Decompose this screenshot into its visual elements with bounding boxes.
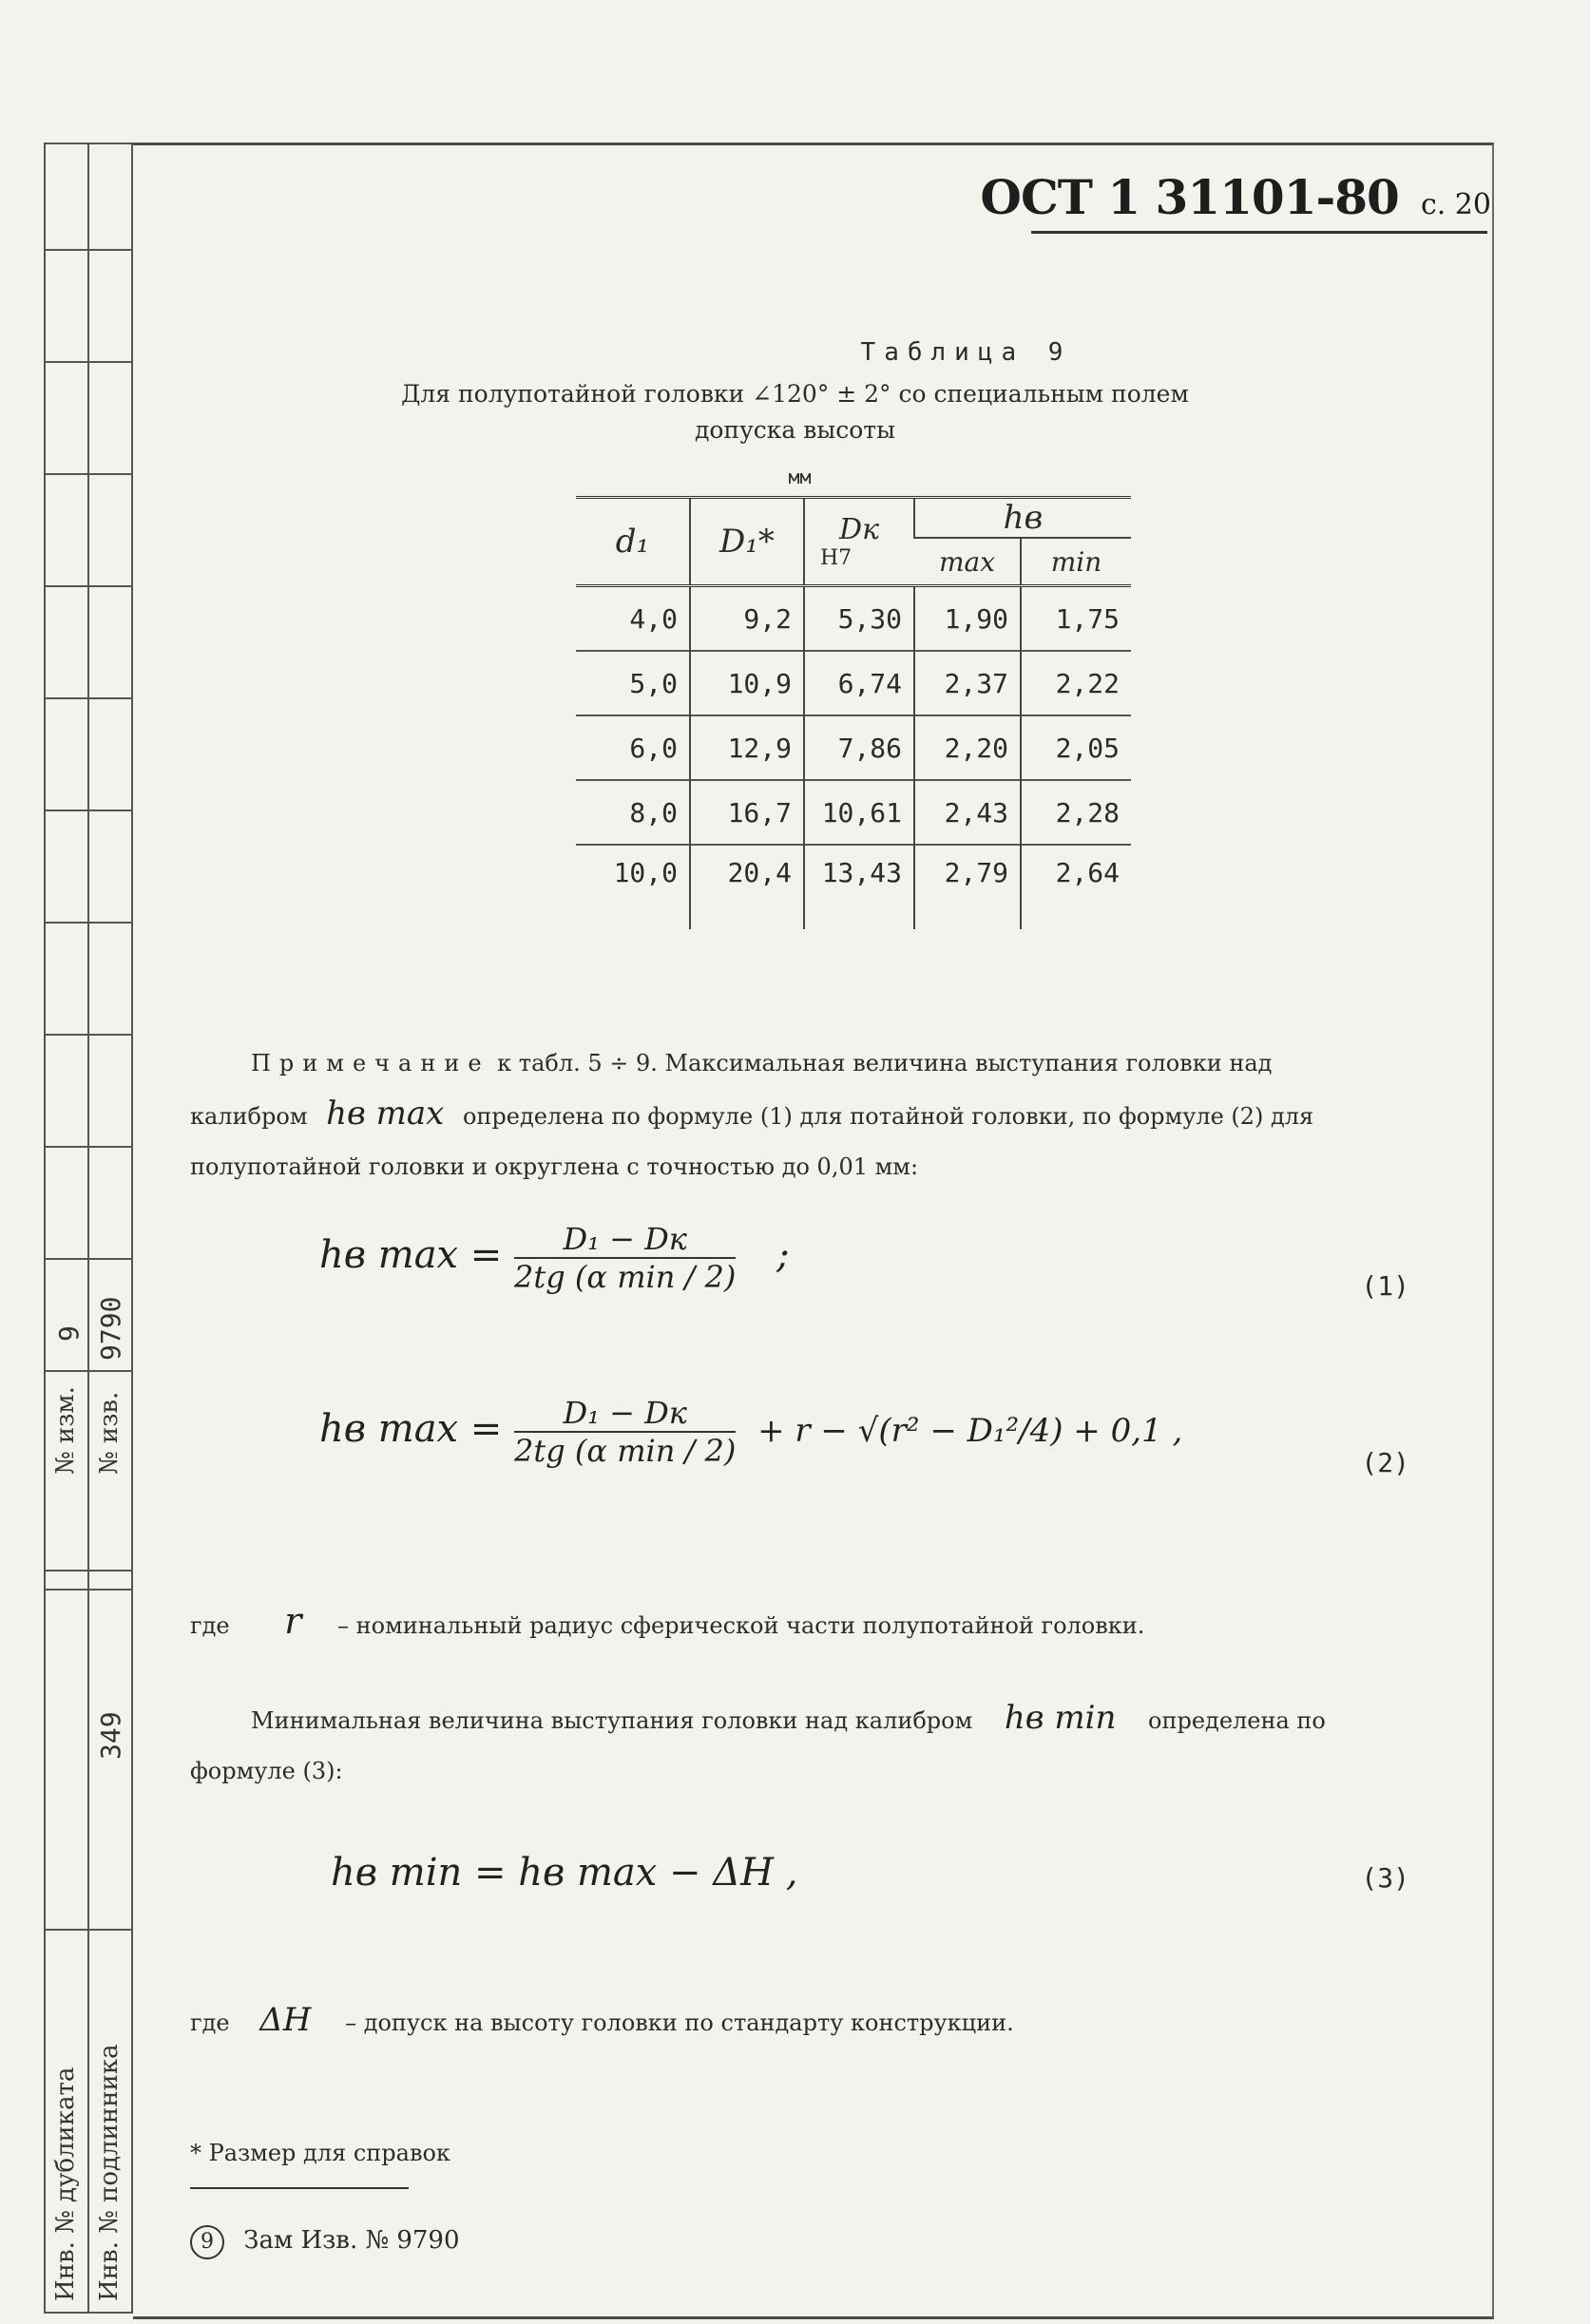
standard-code: ОСТ 1 31101-80 xyxy=(980,169,1399,225)
strip-row-line xyxy=(46,1589,131,1591)
cell-hb-max: 1,90 xyxy=(914,586,1021,652)
formula-2-lhs: hв max = xyxy=(319,1407,503,1451)
cell-hb-max: 2,20 xyxy=(914,715,1021,780)
min-paragraph xyxy=(190,1693,1426,1797)
cell-hb-min: 2,64 xyxy=(1021,845,1131,929)
formula-1-tail: ; xyxy=(776,1233,790,1277)
cell-Dk: 7,86 xyxy=(804,715,914,780)
header-min: min xyxy=(1021,538,1131,586)
formula-2 xyxy=(319,1395,1182,1469)
strip-row-line xyxy=(46,697,131,699)
strip-row-line xyxy=(46,1570,131,1572)
formula-3: hв min = hв max − ΔH , xyxy=(331,1851,798,1895)
dimensions-table xyxy=(576,496,1131,929)
table-unit: мм xyxy=(788,466,812,488)
hb-max-symbol: hв max xyxy=(326,1095,445,1133)
strip-row-line xyxy=(46,1929,131,1931)
hb-min-symbol: hв min xyxy=(1004,1699,1117,1737)
note-line-1 xyxy=(190,1038,1426,1089)
strip-row-line xyxy=(46,249,131,251)
cell-hb-max: 2,43 xyxy=(914,780,1021,845)
cell-d1: 5,0 xyxy=(629,667,678,699)
formula-1-fraction xyxy=(514,1221,736,1295)
where-dh-prefix: где xyxy=(190,2010,230,2036)
revision-mark xyxy=(190,2216,1426,2266)
sidebar-izm-label: № изм. xyxy=(51,1386,80,1475)
note-label: Примечание xyxy=(251,1050,490,1076)
formula-1-number: (1) xyxy=(1361,1270,1409,1302)
min-line1-end: определена по xyxy=(1148,1707,1326,1734)
formula-1-denominator: 2tg (α min / 2) xyxy=(514,1259,737,1295)
cell-d1: 8,0 xyxy=(629,796,678,829)
footnote-divider xyxy=(190,2187,409,2189)
where-r-line xyxy=(190,1596,1426,1651)
cell-Dk: 10,61 xyxy=(804,780,914,845)
revision-text: Зам Изв. № 9790 xyxy=(243,2226,460,2255)
table-row xyxy=(576,651,1131,715)
delta-h-symbol: ΔH xyxy=(259,2001,312,2039)
formula-3-number: (3) xyxy=(1361,1862,1409,1894)
table-subtitle-line2: допуска высоты xyxy=(694,416,896,444)
table-row xyxy=(576,780,1131,845)
cell-D1: 9,2 xyxy=(690,586,804,652)
formula-2-tail: + r − √(r² − D₁²/4) + 0,1 , xyxy=(757,1412,1183,1450)
header-hb: hв xyxy=(914,498,1131,539)
page-number: с. 20 xyxy=(1420,188,1491,221)
cell-hb-min: 2,28 xyxy=(1021,780,1131,845)
header-underline xyxy=(1031,231,1487,234)
strip-row-line xyxy=(46,1258,131,1260)
cell-D1: 20,4 xyxy=(690,845,804,929)
strip-row-line xyxy=(46,1146,131,1148)
min-line-1 xyxy=(190,1693,1426,1746)
r-symbol: r xyxy=(284,1600,302,1642)
strip-row-line xyxy=(46,922,131,924)
cell-Dk: 13,43 xyxy=(804,845,914,929)
cell-d1: 10,0 xyxy=(613,857,678,888)
where-dh-text: – допуск на высоту головки по стандарту конструкции. xyxy=(345,2010,1014,2036)
formula-2-numerator: D₁ − Dк xyxy=(514,1395,736,1433)
cell-d1: 6,0 xyxy=(629,732,678,764)
revision-number-circle: 9 xyxy=(190,2225,224,2259)
header-Dk-fit: H7 xyxy=(820,546,852,570)
strip-row-line xyxy=(46,1034,131,1036)
formula-1 xyxy=(319,1221,790,1295)
table-row xyxy=(576,845,1131,929)
note-line2-end: определена по формуле (1) для потайной головки, по формуле (2) для xyxy=(462,1103,1314,1130)
footnote: * Размер для справок xyxy=(190,2140,450,2166)
strip-row-line xyxy=(46,585,131,587)
note-line2-start: калибром xyxy=(190,1103,308,1130)
header-d1: d₁ xyxy=(576,498,690,586)
note-paragraph xyxy=(190,1038,1426,1192)
formula-1-lhs: hв max = xyxy=(319,1233,503,1277)
cell-D1: 12,9 xyxy=(690,715,804,780)
min-line-2: формуле (3): xyxy=(190,1758,343,1784)
cell-hb-max: 2,37 xyxy=(914,651,1021,715)
where-r-text: – номинальный радиус сферической части полупотайной головки. xyxy=(337,1612,1145,1639)
strip-row-line xyxy=(46,810,131,811)
note-line-3: полупотайной головки и округлена с точностью до 0,01 мм: xyxy=(190,1153,919,1180)
sidebar-izv-value: 9790 xyxy=(95,1296,126,1361)
table-title: Таблица 9 xyxy=(860,338,1072,367)
cell-hb-min: 1,75 xyxy=(1021,586,1131,652)
formula-2-number: (2) xyxy=(1361,1447,1409,1478)
cell-D1: 16,7 xyxy=(690,780,804,845)
table-row xyxy=(576,715,1131,780)
header-Dk-symbol: Dк xyxy=(839,513,879,546)
cell-Dk: 5,30 xyxy=(804,586,914,652)
table-subtitle-line1: Для полупотайной головки ∠120° ± 2° со специальным полем xyxy=(401,380,1189,408)
cell-hb-min: 2,05 xyxy=(1021,715,1131,780)
formula-1-numerator: D₁ − Dк xyxy=(514,1221,736,1259)
note-line1-text: к табл. 5 ÷ 9. Максимальная величина выступания головки над xyxy=(497,1050,1273,1076)
sidebar-dup-label: Инв. № дубликата xyxy=(51,2067,80,2301)
min-line1-text: Минимальная величина выступания головки над калибром xyxy=(251,1707,973,1734)
header-Dk xyxy=(804,498,914,586)
cell-D1: 10,9 xyxy=(690,651,804,715)
header-max: max xyxy=(914,538,1021,586)
sidebar-orig-value: 349 xyxy=(95,1711,126,1760)
where-r-prefix: где xyxy=(190,1612,230,1639)
note-line-2 xyxy=(190,1089,1426,1142)
formula-2-fraction xyxy=(514,1395,736,1469)
document-header xyxy=(980,169,1491,225)
table-row xyxy=(576,586,1131,652)
sidebar-orig-label: Инв. № подлинника xyxy=(95,2044,124,2301)
cell-Dk: 6,74 xyxy=(804,651,914,715)
cell-hb-max: 2,79 xyxy=(914,845,1021,929)
cell-hb-min: 2,22 xyxy=(1021,651,1131,715)
where-dh-line xyxy=(190,1995,1426,2048)
cell-d1: 4,0 xyxy=(629,602,678,635)
header-D1: D₁* xyxy=(690,498,804,586)
sidebar-izm-value: 9 xyxy=(53,1325,85,1342)
sidebar-izv-label: № изв. xyxy=(95,1391,124,1475)
formula-2-denominator: 2tg (α min / 2) xyxy=(514,1433,737,1469)
strip-row-line xyxy=(46,1370,131,1372)
